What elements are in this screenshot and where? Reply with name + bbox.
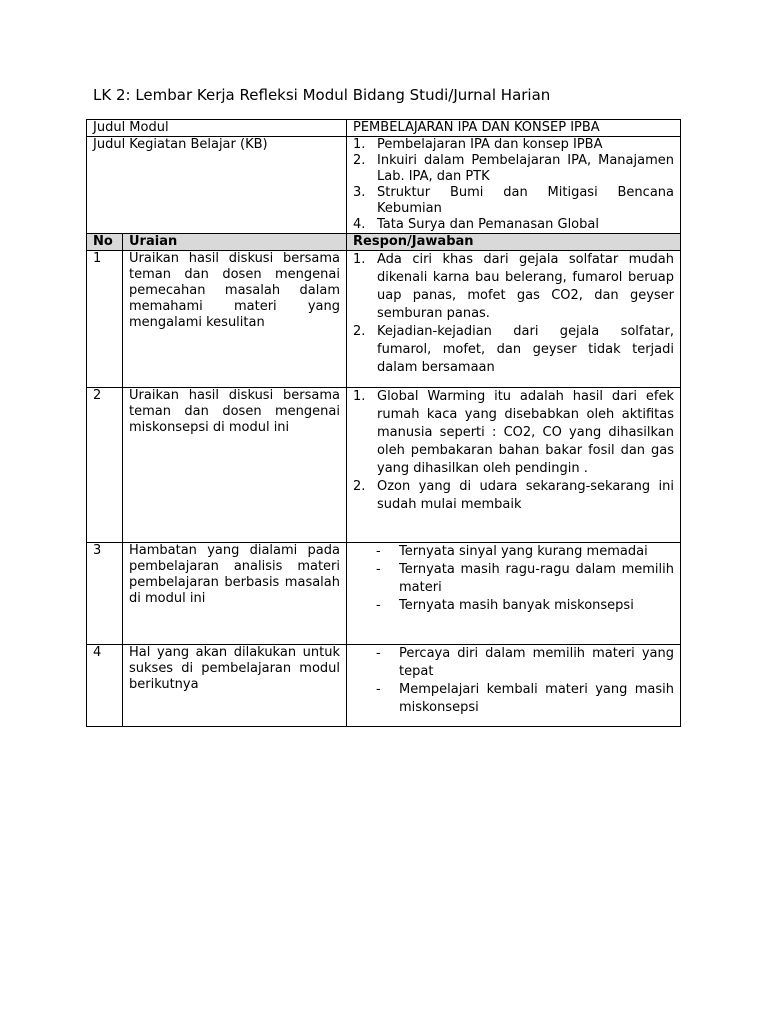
- list-item: 4. Tata Surya dan Pemanasan Global: [353, 217, 599, 232]
- list-item: 1. Ada ciri khas dari gejala solfatar mudah dikenali karna bau belerang, fumarol beruap uap panas, mofet gas CO2, dan geyser semburan panas.: [353, 252, 674, 321]
- row-response-cell: [347, 645, 681, 727]
- row-response-cell: [347, 388, 681, 543]
- response-list: [353, 543, 674, 615]
- response-list: [353, 251, 674, 377]
- list-item: - Ternyata sinyal yang kurang memadai: [376, 544, 648, 559]
- row-uraian: Uraikan hasil diskusi bersama teman dan dosen mengenai miskonsepsi di modul ini: [123, 388, 347, 543]
- header-respon: Respon/Jawaban: [347, 234, 681, 251]
- list-item: 2. Inkuiri dalam Pembelajaran IPA, Manajamen Lab. IPA, dan PTK: [353, 153, 674, 184]
- list-item: 1. Global Warming itu adalah hasil dari efek rumah kaca yang disebabkan oleh aktifitas manusia seperti : CO2, CO yang dihasilkan oleh pembakaran bahan bakar fosil dan gas yang dihasilkan oleh pendingin .: [353, 389, 674, 476]
- row-number: 1: [87, 251, 123, 388]
- reflection-table: [86, 119, 681, 727]
- header-no: No: [87, 234, 123, 251]
- table-row: [87, 388, 681, 543]
- row-number: 2: [87, 388, 123, 543]
- header-uraian: Uraian: [123, 234, 347, 251]
- row-response-cell: [347, 251, 681, 388]
- row-uraian: Uraikan hasil diskusi bersama teman dan dosen mengenai pemecahan masalah dalam memahami materi yang mengalami kesulitan: [123, 251, 347, 388]
- list-item: 3. Struktur Bumi dan Mitigasi Bencana Kebumian: [353, 185, 674, 216]
- judul-modul-value: PEMBELAJARAN IPA DAN KONSEP IPBA: [347, 120, 681, 137]
- judul-kb-label: Judul Kegiatan Belajar (KB): [87, 137, 347, 234]
- list-item: - Ternyata masih banyak miskonsepsi: [376, 598, 634, 613]
- row-response-cell: [347, 543, 681, 645]
- judul-kb-list-cell: [347, 137, 681, 234]
- list-item: - Mempelajari kembali materi yang masih miskonsepsi: [376, 682, 674, 715]
- judul-kb-row: [87, 137, 681, 234]
- list-item: - Percaya diri dalam memilih materi yang tepat: [376, 646, 674, 679]
- table-row: [87, 251, 681, 388]
- judul-modul-label: Judul Modul: [87, 120, 347, 137]
- response-list: [353, 388, 674, 514]
- list-item: 2. Kejadian-kejadian dari gejala solfatar, fumarol, mofet, dan geyser tidak terjadi dalam bersamaan: [353, 324, 674, 375]
- list-item: - Ternyata masih ragu-ragu dalam memilih materi: [376, 562, 674, 595]
- table-row: [87, 645, 681, 727]
- table-row: [87, 543, 681, 645]
- row-number: 4: [87, 645, 123, 727]
- document-title: LK 2: Lembar Kerja Refleksi Modul Bidang Studi/Jurnal Harian: [93, 86, 551, 104]
- judul-kb-list: [353, 137, 674, 233]
- row-uraian: Hal yang akan dilakukan untuk sukses di pembelajaran modul berikutnya: [123, 645, 347, 727]
- list-item: 1. Pembelajaran IPA dan konsep IPBA: [353, 137, 603, 152]
- response-list: [353, 645, 674, 717]
- table-header-row: [87, 234, 681, 251]
- list-item: 2. Ozon yang di udara sekarang-sekarang ini sudah mulai membaik: [353, 479, 674, 512]
- row-number: 3: [87, 543, 123, 645]
- judul-modul-row: [87, 120, 681, 137]
- row-uraian: Hambatan yang dialami pada pembelajaran analisis materi pembelajaran berbasis masalah di modul ini: [123, 543, 347, 645]
